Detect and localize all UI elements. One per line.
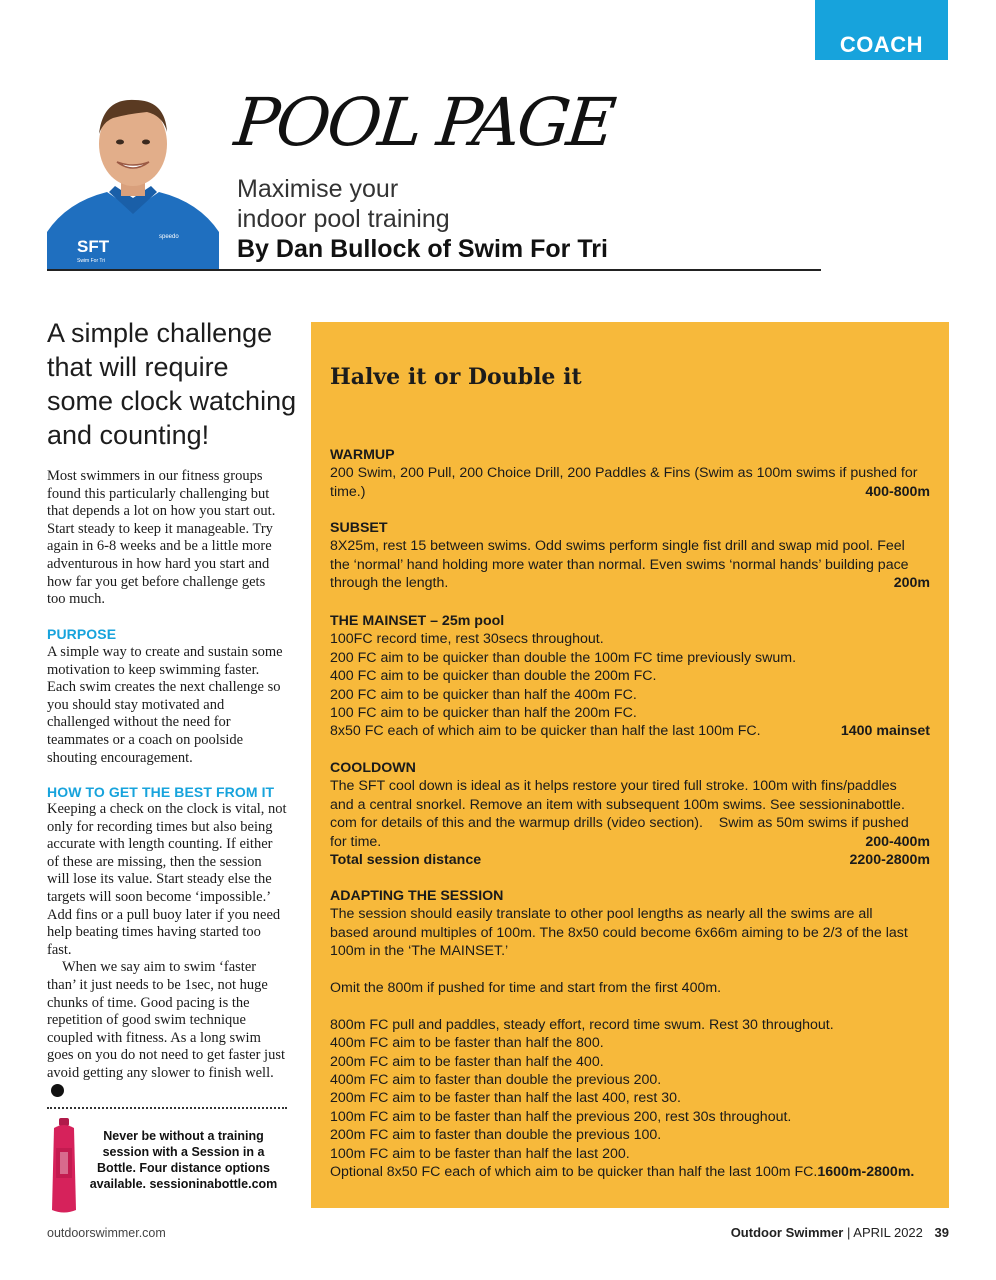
adapting-heading: ADAPTING THE SESSION <box>330 888 504 904</box>
warmup-text-2: time.) <box>330 483 366 500</box>
mainset-line-1: 100FC record time, rest 30secs throughout. <box>330 631 604 648</box>
section-tab: COACH <box>815 0 948 60</box>
footer-issue: | APRIL 2022 <box>847 1225 923 1240</box>
warmup-text: 200 Swim, 200 Pull, 200 Choice Drill, 200 Paddles & Fins (Swim as 100m swims if pushed for <box>330 465 918 482</box>
purpose-text: A simple way to create and sustain some motivation to keep swimming faster. Each swim creates the next challenge so you should stay motivated and challenged without the need for teammates or a coach on poolside shouting encouragement. <box>47 644 283 766</box>
intro-paragraph <box>47 468 287 609</box>
warmup-heading: WARMUP <box>330 447 395 463</box>
footer-site: outdoorswimmer.com <box>47 1226 166 1240</box>
alt-line-4: 400m FC aim to faster than double the previous 200. <box>330 1072 662 1089</box>
warmup-block <box>330 446 930 501</box>
footer-folio <box>731 1225 949 1240</box>
subtitle <box>237 174 608 264</box>
subset-block <box>330 519 930 593</box>
mainset-block <box>330 612 930 741</box>
adapting-line-1: The session should easily translate to other pool lengths as nearly all the swims are all <box>330 906 873 923</box>
adapting-line-4: Omit the 800m if pushed for time and start from the first 400m. <box>330 980 722 997</box>
footer-magazine: Outdoor Swimmer <box>730 1225 844 1240</box>
purpose-heading: PURPOSE <box>47 626 117 642</box>
bottle-icon <box>48 1118 80 1214</box>
subset-line-2: the ‘normal’ hand holding more water than normal. Even swims ‘normal hands’ building pace <box>330 556 909 573</box>
alt-line-1: 800m FC pull and paddles, steady effort, record time swum. Rest 30 throughout. <box>330 1016 834 1033</box>
howto-text-1: Keeping a check on the clock is vital, not only for recording times but also being accurate with length counting. If either of these are missing, then the session will lose its value. Start steady else the targets will soon become ‘impossible.’ Add fins or a pull buoy later if you need help beating times having started too fast. <box>47 801 287 958</box>
alt-line-5: 200m FC aim to be faster than half the last 400, rest 30. <box>330 1090 681 1107</box>
page-title: POOL PAGE <box>231 84 617 161</box>
byline: By Dan Bullock of Swim For Tri <box>237 235 608 263</box>
mainset-line-2: 200 FC aim to be quicker than double the 100m FC time previously swum. <box>330 649 797 666</box>
howto-text-2: When we say aim to swim ‘faster than’ it just needs to be 1sec, not huge chunks of time. Good pacing is the repetition of good swim technique coupled with fitness. As a long swim goes on you do not need to get faster just avoid getting any slower to finish well. <box>47 959 285 1081</box>
alt-line-7: 200m FC aim to faster than double the previous 100. <box>330 1127 662 1144</box>
mainset-distance: 1400 mainset <box>840 723 930 740</box>
alt-line-6: 100m FC aim to be faster than half the previous 200, rest 30s throughout. <box>330 1108 792 1125</box>
subtitle-line-1: Maximise your <box>237 175 399 203</box>
warmup-distance: 400-800m <box>865 483 930 500</box>
standfirst: A simple challenge that will require some clock watching and counting! <box>47 318 297 450</box>
total-distance: 2200-2800m <box>849 852 930 869</box>
header-divider <box>47 269 821 271</box>
page-number: 39 <box>934 1225 949 1240</box>
session-panel <box>311 322 949 1208</box>
cooldown-line-1: The SFT cool down is ideal as it helps restore your tired full stroke. 100m with fins/paddles <box>330 778 897 795</box>
subset-line-3: through the length. <box>330 575 449 592</box>
author-portrait <box>47 92 219 270</box>
cooldown-line-2: and a central snorkel. Remove an item with subsequent 100m swims. See sessioninabottle. <box>330 796 905 813</box>
session-title: Halve it or Double it <box>330 364 582 390</box>
intro-text: Most swimmers in our fitness groups found this particularly challenging but that depends a lot on how you start out. Start steady to keep it manageable. Try again in 6-8 weeks and be a little more adventurous in how hard you start and how far you get before challenge gets too much. <box>47 468 276 608</box>
alt-line-3: 200m FC aim to be faster than half the 400. <box>330 1053 604 1070</box>
cooldown-heading: COOLDOWN <box>330 760 416 776</box>
shirt-logo: SFT <box>77 237 110 256</box>
cooldown-line-4: for time. <box>330 833 382 850</box>
adapting-block <box>330 887 930 1181</box>
howto-heading: HOW TO GET THE BEST FROM IT <box>47 784 275 800</box>
svg-text:speedo: speedo <box>159 234 179 240</box>
promo-divider <box>47 1107 287 1109</box>
svg-text:Swim For Tri: Swim For Tri <box>77 258 106 264</box>
mainset-line-3: 400 FC aim to be quicker than double the 200m FC. <box>330 668 657 685</box>
subset-distance: 200m <box>893 575 930 592</box>
alt-line-9: Optional 8x50 FC each of which aim to be quicker than half the last 100m FC. <box>330 1164 818 1181</box>
total-label: Total session distance <box>330 852 482 869</box>
alt-line-8: 100m FC aim to be faster than half the last 200. <box>330 1145 630 1162</box>
adapting-line-2: based around multiples of 100m. The 8x50 could become 6x66m aiming to be 2/3 of the last <box>330 924 908 941</box>
purpose-paragraph <box>47 644 287 767</box>
mainset-line-4: 200 FC aim to be quicker than half the 400m FC. <box>330 686 637 703</box>
alt-distance: 1600m-2800m. <box>817 1164 915 1181</box>
howto-paragraph <box>47 801 287 1100</box>
cooldown-block <box>330 759 930 869</box>
cooldown-distance: 200-400m <box>865 833 930 850</box>
adapting-line-3: 100m in the ‘The MAINSET.’ <box>330 943 509 960</box>
end-mark-icon <box>51 1084 64 1097</box>
mainset-heading: THE MAINSET – 25m pool <box>330 613 505 629</box>
subset-heading: SUBSET <box>330 520 388 536</box>
promo-text: Never be without a training session with a Session in a Bottle. Four distance options available. sessioninabottle.com <box>89 1129 278 1191</box>
mainset-line-5: 100 FC aim to be quicker than half the 200m FC. <box>330 705 637 722</box>
alt-line-2: 400m FC aim to be faster than half the 800. <box>330 1035 604 1052</box>
subset-line-1: 8X25m, rest 15 between swims. Odd swims perform single fist drill and swap mid pool. Feel <box>330 538 905 555</box>
mainset-line-6: 8x50 FC each of which aim to be quicker than half the last 100m FC. <box>330 723 761 740</box>
subtitle-line-2: indoor pool training <box>237 205 450 233</box>
cooldown-line-3: com for details of this and the warmup drills (video section). Swim as 50m swims if pushed <box>330 815 909 832</box>
